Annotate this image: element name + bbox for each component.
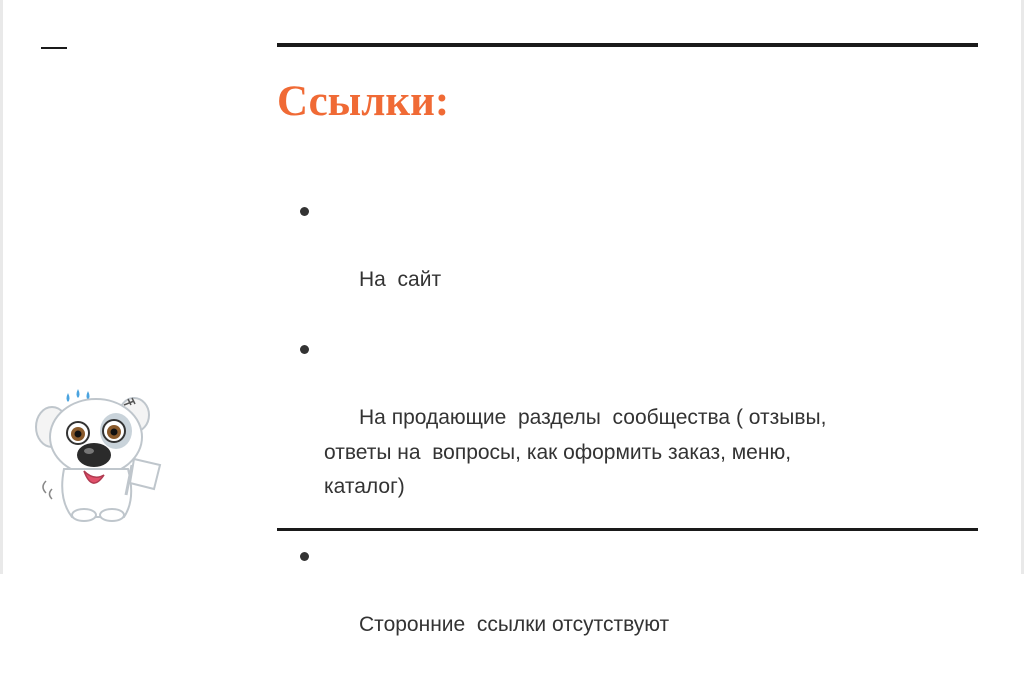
bullet-text: Сторонние ссылки отсутствуют xyxy=(359,613,670,636)
bottom-divider xyxy=(277,528,978,531)
top-divider xyxy=(277,43,978,47)
bullet-list xyxy=(298,194,938,677)
bullet-item xyxy=(298,194,938,332)
dog-sticker-icon xyxy=(28,385,168,525)
bullet-item xyxy=(298,539,938,677)
bullet-dot-icon xyxy=(300,207,309,216)
bullet-item xyxy=(298,332,938,539)
corner-dash xyxy=(41,47,67,49)
bullet-text: На сайт xyxy=(359,268,442,291)
slide-title: Ссылки: xyxy=(277,78,450,125)
slide-left-edge xyxy=(0,0,3,574)
bullet-dot-icon xyxy=(300,552,309,561)
bullet-dot-icon xyxy=(300,345,309,354)
bullet-text: На продающие разделы сообщества ( отзывы, ответы на вопросы, как оформить заказ, меню, каталог) xyxy=(324,406,827,498)
